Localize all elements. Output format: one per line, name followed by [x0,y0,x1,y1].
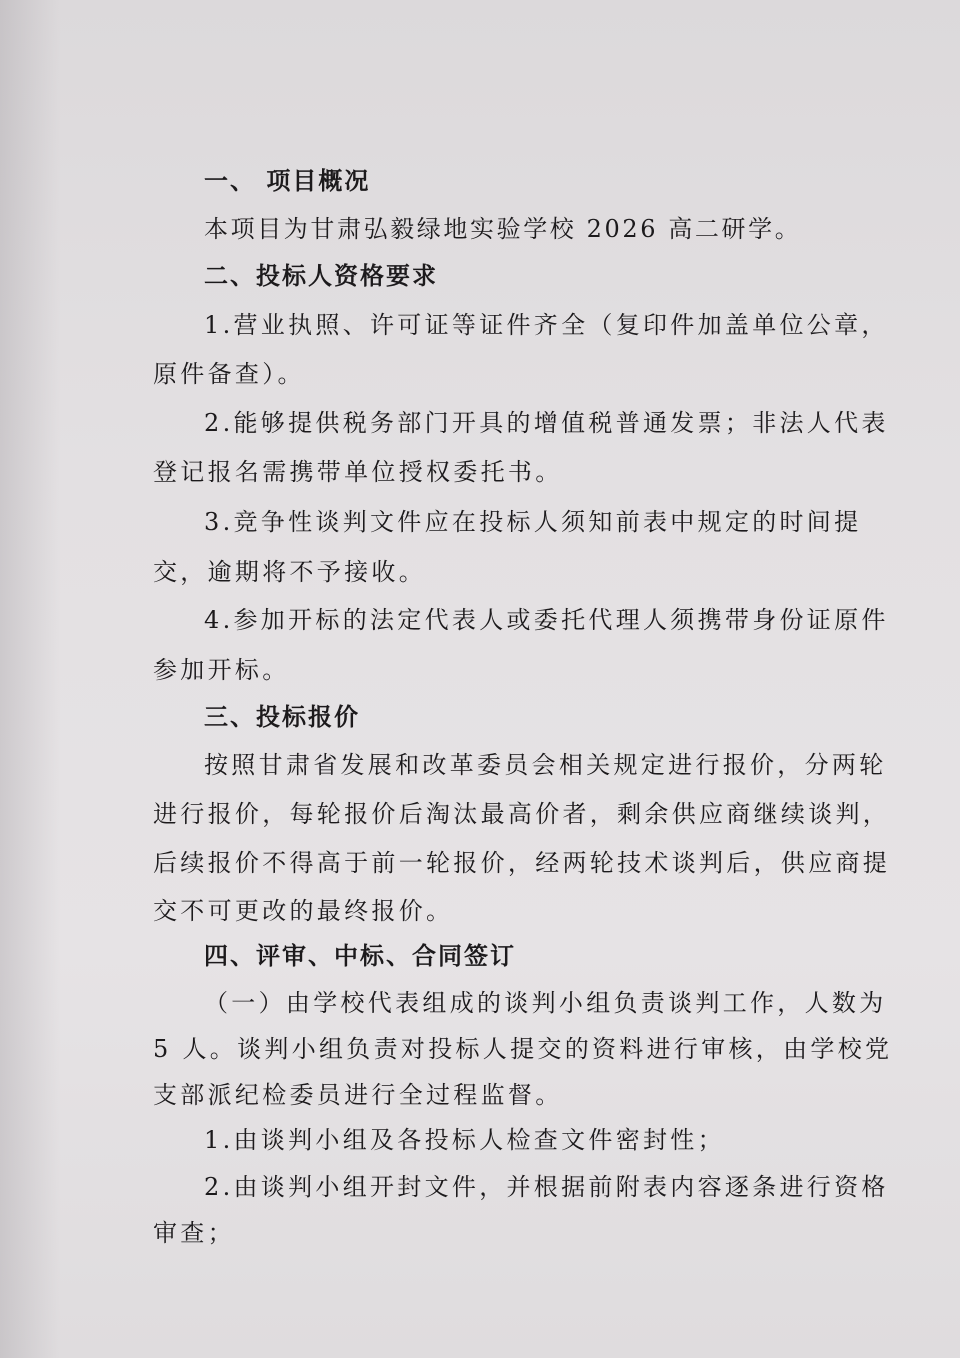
paragraph-text: 1.营业执照、许可证等证件齐全（复印件加盖单位公章， [204,311,889,339]
paragraph-text: 2.由谈判小组开封文件，并根据前附表内容逐条进行资格 [204,1173,889,1201]
section-heading-evaluation: 四、评审、中标、合同签订 [204,942,516,970]
paragraph-text: 后续报价不得高于前一轮报价，经两轮技术谈判后，供应商提 [153,849,891,877]
paragraph-text: 支部派纪检委员进行全过程监督。 [153,1081,563,1109]
paragraph-text: 按照甘肃省发展和改革委员会相关规定进行报价，分两轮 [204,751,887,779]
paragraph-text: 4.参加开标的法定代表人或委托代理人须携带身份证原件 [204,606,889,634]
page-shadow [0,0,60,1358]
section-heading-overview: 一、 项目概况 [204,167,371,195]
section-heading-qualifications: 二、投标人资格要求 [204,262,438,290]
paragraph-text: 本项目为甘肃弘毅绿地实验学校 2026 高二研学。 [204,215,802,243]
paragraph-text: 参加开标。 [153,656,290,684]
paragraph-text: 进行报价，每轮报价后淘汰最高价者，剩余供应商继续谈判， [153,800,891,828]
paragraph-text: （一）由学校代表组成的谈判小组负责谈判工作，人数为 [204,989,887,1017]
paragraph-text: 1.由谈判小组及各投标人检查文件密封性； [204,1126,725,1154]
section-heading-pricing: 三、投标报价 [204,703,360,731]
paragraph-text: 审查； [153,1219,235,1247]
paragraph-text: 2.能够提供税务部门开具的增值税普通发票；非法人代表 [204,409,889,437]
paragraph-text: 3.竞争性谈判文件应在投标人须知前表中规定的时间提 [204,508,862,536]
paragraph-text: 登记报名需携带单位授权委托书。 [153,458,563,486]
paragraph-text: 交，逾期将不予接收。 [153,558,426,586]
paragraph-text: 5 人。谈判小组负责对投标人提交的资料进行审核，由学校党 [153,1035,893,1063]
paragraph-text: 原件备查）。 [153,360,305,388]
paragraph-text: 交不可更改的最终报价。 [153,897,454,925]
